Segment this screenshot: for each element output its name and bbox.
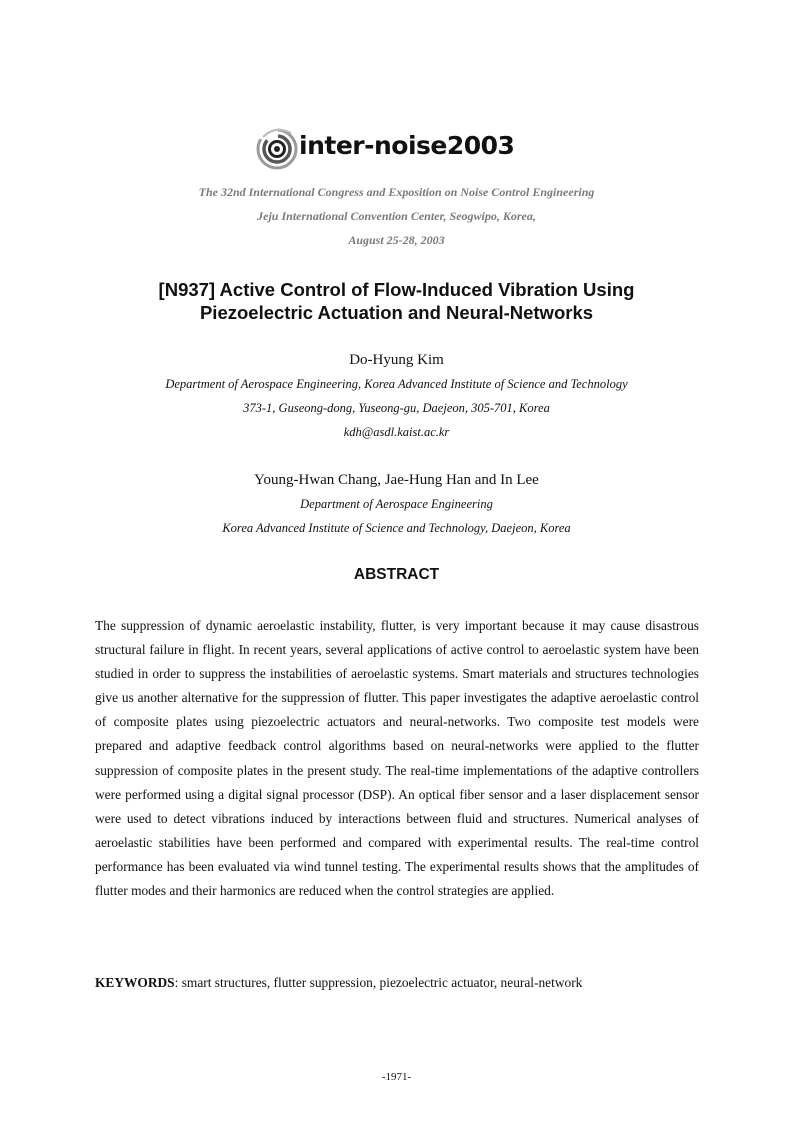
paper-title-line-2: Piezoelectric Actuation and Neural-Networks xyxy=(199,302,594,323)
author-1-name: Do-Hyung Kim xyxy=(349,352,444,368)
conference-logo xyxy=(255,119,545,179)
author-2-names: Young-Hwan Chang, Jae-Hung Han and In Lee xyxy=(254,472,539,488)
author-2-affiliation-line-2: Korea Advanced Institute of Science and Technology, Daejeon, Korea xyxy=(222,521,571,535)
paper-title-line-1: [N937] Active Control of Flow-Induced Vibration Using xyxy=(158,279,635,300)
keywords-text: : smart structures, flutter suppression, piezoelectric actuator, neural-network xyxy=(174,975,583,990)
conference-line-2: Jeju International Convention Center, Seogwipo, Korea, xyxy=(257,209,536,223)
conference-line-1: The 32nd International Congress and Exposition on Noise Control Engineering xyxy=(198,185,595,199)
author-2-affiliation-line-1: Department of Aerospace Engineering xyxy=(300,497,493,511)
keywords-label: KEYWORDS xyxy=(95,975,175,990)
author-1-affiliation-line-2: 373-1, Guseong-dong, Yuseong-gu, Daejeon, 305-701, Korea xyxy=(243,401,550,415)
abstract-heading: ABSTRACT xyxy=(353,566,440,583)
conference-line-3: August 25-28, 2003 xyxy=(348,233,445,247)
abstract-body: The suppression of dynamic aeroelastic instability, flutter, is very important because it may cause disastrous structural failure in flight. In recent years, several applications of active control to aeroelastic system have been studied in order to suppress the instabilities of aeroelastic systems. Smart materials and structures technologies give us another alternative for the suppression of flutter. This paper investigates the adaptive aeroelastic control of composite plates using piezoelectric actuators and neural-networks. Two composite test models were prepared and adaptive feedback control algorithms based on neural-networks were applied to the flutter suppression of composite plates in the present study. The real-time implementations of the adaptive controllers were performed using a digital signal processor (DSP). An optical fiber sensor and a laser displacement sensor were used to detect vibrations induced by interactions between fluid and structures. Numerical analyses of aeroelastic stabilities have been performed and compared with experimental results. The real-time control performance has been evaluated via wind tunnel testing. The experimental results shows that the amplitudes of flutter modes and their harmonics are reduced when the control strategies are applied. xyxy=(95,618,699,899)
swirl-logo-icon xyxy=(255,119,299,179)
author-1-email: kdh@asdl.kaist.ac.kr xyxy=(343,425,450,439)
paper-title xyxy=(100,278,693,324)
author-1-affiliation-line-1: Department of Aerospace Engineering, Korea Advanced Institute of Science and Technology xyxy=(165,377,628,391)
page-number: -1971- xyxy=(381,1071,412,1083)
logo-wordmark: inter-noise2003 xyxy=(299,131,515,160)
keywords xyxy=(95,975,699,991)
